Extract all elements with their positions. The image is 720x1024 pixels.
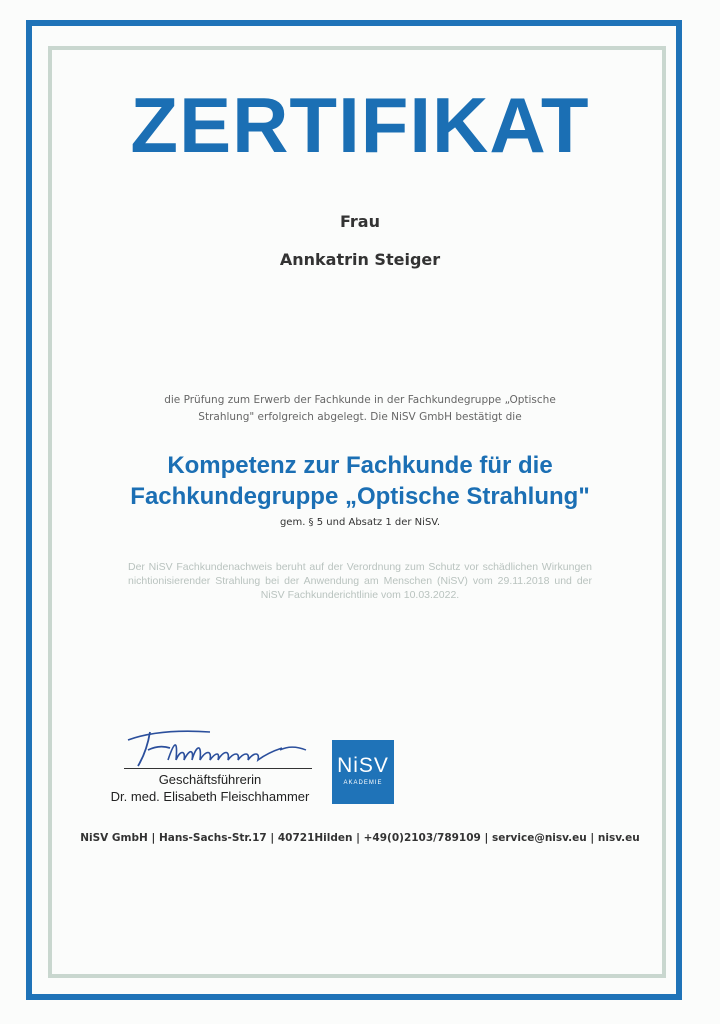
logo-subtitle: AKADEMIE: [343, 780, 383, 786]
nisv-logo: [332, 740, 394, 804]
recipient-name: Annkatrin Steiger: [279, 250, 441, 269]
intro-text: [150, 392, 570, 426]
signer-role: Geschäftsführerin: [158, 772, 262, 787]
logo-name: NiSV: [337, 754, 389, 777]
intro-line: die Prüfung zum Erwerb der Fachkunde in der Fachkundegruppe „Optische: [164, 394, 556, 406]
handwritten-signature: [120, 720, 316, 774]
footer-contact: NiSV GmbH | Hans-Sachs-Str.17 | 40721Hilden | +49(0)2103/789109 | service@nisv.eu | nisv.eu: [80, 832, 640, 844]
headline-line: Fachkundegruppe „Optische Strahlung": [130, 483, 590, 510]
intro-line: Strahlung" erfolgreich abgelegt. Die NiSV GmbH bestätigt die: [198, 411, 522, 423]
competence-headline: [0, 450, 720, 512]
salutation: Frau: [340, 212, 380, 231]
certificate-title: ZERTIFIKAT: [130, 81, 590, 169]
signature-line: [124, 768, 312, 769]
regulation-notice: Der NiSV Fachkundenachweis beruht auf der Verordnung zum Schutz vor schädlichen Wirkungen nichtionisierender Strahlung bei der Anwendung am Menschen (NiSV) vom 29.11.2018 und der NiSV Fachkunderichtlinie vom 10.03.2022.: [128, 561, 592, 601]
headline-line: Kompetenz zur Fachkunde für die: [167, 452, 553, 479]
legal-basis: gem. § 5 und Absatz 1 der NiSV.: [279, 517, 441, 528]
signer-name: Dr. med. Elisabeth Fleischhammer: [110, 789, 310, 804]
